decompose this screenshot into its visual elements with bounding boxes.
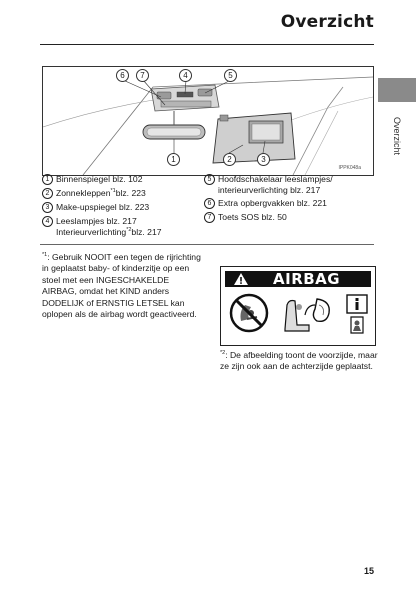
- legend-text: Zonnekleppen: [56, 188, 111, 198]
- overhead-console-illustration: [42, 66, 374, 176]
- legend-text: interieurverlichting blz. 217: [218, 185, 321, 196]
- legend-item: [42, 174, 142, 185]
- airbag-deploy-icon: [279, 295, 335, 333]
- legend-number: 6: [204, 198, 215, 209]
- section-tab: [377, 108, 416, 168]
- footnote-ref: *1: [110, 188, 116, 195]
- legend-item: [204, 174, 333, 196]
- legend-text: Make-upspiegel blz. 223: [56, 202, 150, 212]
- section-tab-label: Overzicht: [392, 116, 402, 156]
- legend-text: Hoofdschakelaar leeslampjes/: [218, 174, 333, 184]
- airbag-label-title: AIRBAG: [273, 270, 341, 288]
- header-divider: [40, 44, 374, 45]
- section-divider: [40, 244, 374, 245]
- callout-3: 3: [257, 153, 270, 166]
- legend-number: 3: [42, 202, 53, 213]
- warning-triangle-icon: [233, 272, 249, 286]
- airbag-warning-label: [220, 266, 376, 346]
- no-rear-facing-child-seat-icon: [229, 293, 269, 333]
- legend-number: 2: [42, 188, 53, 199]
- legend-item: [204, 198, 327, 209]
- callout-7: 7: [136, 69, 149, 82]
- legend-text: Leeslampjes blz. 217: [56, 216, 137, 226]
- callout-5: 5: [224, 69, 237, 82]
- footnote-marker: *1: [42, 252, 48, 259]
- page-title: Overzicht: [280, 12, 374, 32]
- legend-item: [42, 188, 146, 199]
- airbag-label-header: [225, 271, 371, 287]
- callout-2: 2: [223, 153, 236, 166]
- footnote-marker: *2: [220, 350, 226, 357]
- page-number: 15: [363, 566, 374, 576]
- legend-item: [42, 202, 149, 213]
- footnote-text: : De afbeelding toont de voorzijde, maar ze zijn ook aan de achterzijde geplaatst.: [220, 350, 378, 372]
- legend-item: [204, 212, 287, 223]
- legend-number: 4: [42, 216, 53, 227]
- legend-number: 1: [42, 174, 53, 185]
- legend-page-ref: blz. 217: [131, 227, 162, 238]
- callout-6: 6: [116, 69, 129, 82]
- legend-text: Extra opbergvakken blz. 221: [218, 198, 327, 208]
- legend-text: Binnenspiegel blz. 102: [56, 174, 143, 184]
- legend-text: Interieurverlichting: [56, 227, 127, 238]
- legend-page-ref: blz. 223: [115, 188, 146, 198]
- callout-1: 1: [167, 153, 180, 166]
- callout-4: 4: [179, 69, 192, 82]
- airbag-warning-note: [42, 252, 204, 320]
- legend-number: 7: [204, 212, 215, 223]
- section-tab-marker: [378, 78, 416, 102]
- visor-location-note: [220, 350, 380, 373]
- footnote-ref: *2: [126, 227, 132, 234]
- car-interior-drawing: [43, 67, 373, 175]
- legend-text: Toets SOS blz. 50: [218, 212, 287, 222]
- read-manual-icon: [345, 293, 369, 337]
- legend-number: 5: [204, 174, 215, 185]
- figure-code: IPPK048a: [338, 165, 361, 171]
- footnote-text: : Gebruik NOOIT een tegen de rijrichting in geplaatst baby- of kinderzitje op een stoel met een INGESCHAKELDE AIRBAG, omdat het KIND anders DODELIJK of ERNSTIG LETSEL kan oplopen als de airbag wordt geactiveerd.: [42, 252, 201, 320]
- legend-item: [42, 216, 162, 238]
